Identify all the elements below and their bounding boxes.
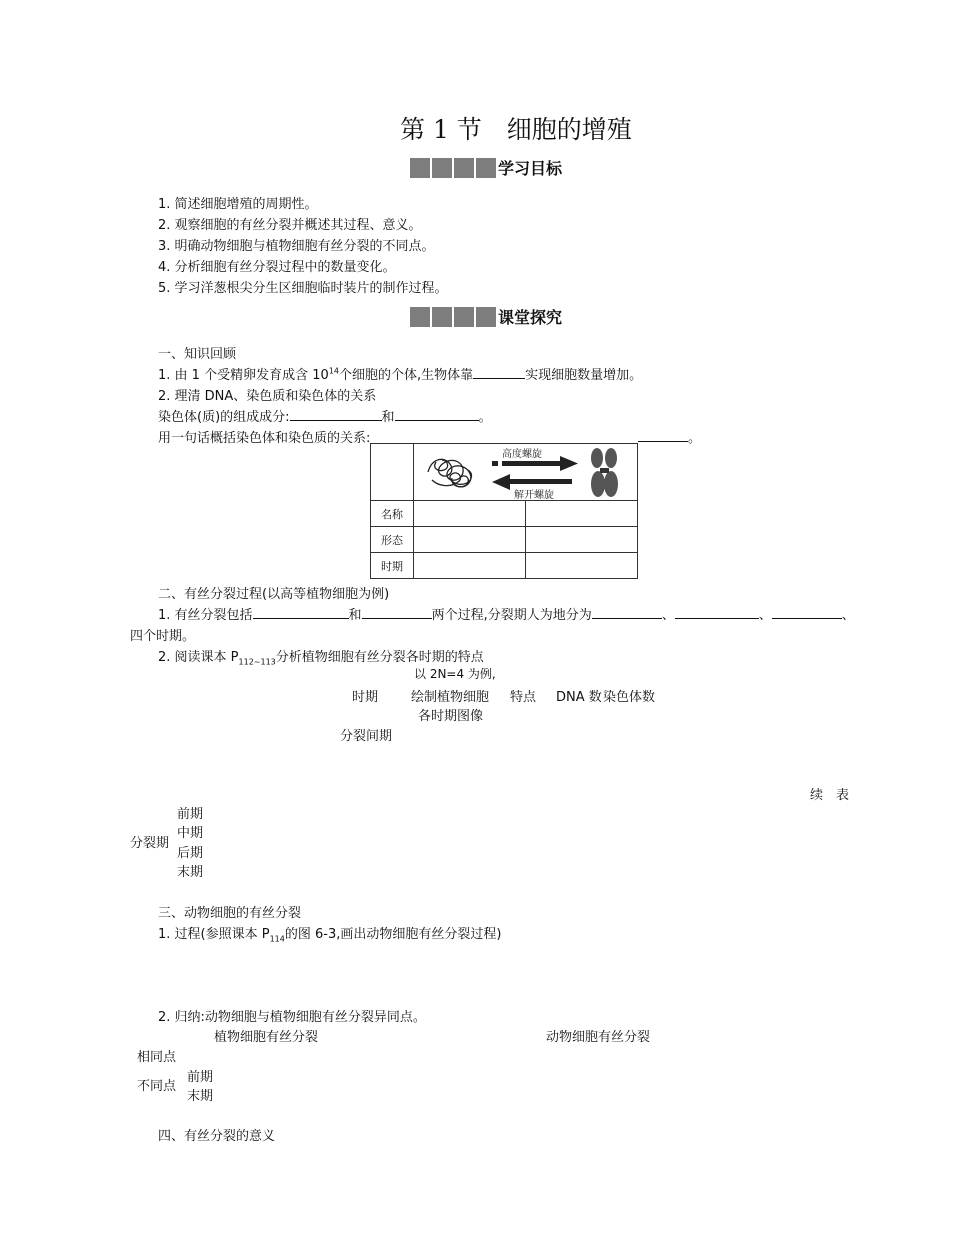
q2b-end-text: 。: [688, 431, 702, 446]
chromatin-icon: [428, 459, 471, 487]
arrow-icon: [492, 456, 578, 490]
part2-q2: [158, 646, 484, 667]
column-header-image-line2: 各时期图像: [418, 709, 484, 724]
q2-text: 分析植物细胞有丝分裂各时期的特点: [275, 650, 484, 665]
fill-blank[interactable]: [638, 427, 688, 442]
part1-heading: 一、知识回顾: [158, 347, 237, 362]
fill-blank[interactable]: [772, 604, 842, 619]
part1-q2: 2. 理清 DNA、染色质和染色体的关系: [158, 389, 377, 404]
q1-text: 、: [841, 608, 855, 623]
objective-item: 4. 分析细胞有丝分裂过程中的数量变化。: [158, 260, 396, 275]
answer-cell[interactable]: [414, 527, 526, 553]
q1-text: 1. 过程(参照课本 P: [158, 927, 270, 942]
q1-text: 、: [661, 608, 675, 623]
part3-q1: [158, 923, 501, 944]
part2-heading: 二、有丝分裂过程(以高等植物细胞为例): [158, 587, 390, 602]
chromatin-diagram-cell: [414, 444, 638, 501]
q2a-text: 。: [478, 410, 492, 425]
row-interphase: 分裂间期: [340, 729, 393, 744]
answer-cell[interactable]: [414, 501, 526, 527]
part4-heading: 四、有丝分裂的意义: [158, 1129, 276, 1144]
q1-text: 、: [758, 608, 772, 623]
diagram-label-top: 高度螺旋: [502, 449, 543, 460]
part1-q2b: 用一句话概括染色体和染色质的关系:: [158, 431, 371, 446]
objective-item: 1. 简述细胞增殖的周期性。: [158, 197, 318, 212]
section-bar-icon: [410, 307, 496, 327]
part1-q2a: [158, 406, 492, 425]
part2-q1: [158, 604, 855, 623]
column-header-dna: DNA 数: [556, 690, 602, 705]
table-note: 以 2N=4 为例,: [414, 667, 496, 681]
row-diff: 不同点: [137, 1079, 177, 1094]
section-header-objectives: [410, 156, 562, 179]
row-label: 时期: [371, 553, 414, 579]
section-label: 课堂探究: [498, 308, 563, 327]
answer-cell[interactable]: [414, 553, 526, 579]
section-header-exploration: [410, 305, 562, 328]
chromatin-condensation-diagram: [414, 444, 636, 500]
table-corner: [371, 444, 414, 501]
part3-q2: 2. 归纳:动物细胞与植物细胞有丝分裂异同点。: [158, 1010, 426, 1025]
q1-text: 和: [348, 608, 362, 623]
q2-subscript: 112~113: [238, 657, 276, 667]
q1-text: 两个过程,分裂期人为地分为: [431, 608, 592, 623]
diagram-label-bottom: 解开螺旋: [514, 490, 555, 500]
objective-item: 2. 观察细胞的有丝分裂并概述其过程、意义。: [158, 218, 422, 233]
section-bar-icon: [410, 158, 496, 178]
row-division: 分裂期: [130, 836, 170, 851]
diff-phase-label: 末期: [187, 1089, 214, 1104]
q1-text: 实现细胞数量增加。: [525, 368, 643, 383]
phase-label: 前期: [177, 807, 204, 822]
fill-blank[interactable]: [395, 406, 479, 421]
column-header-animal: 动物细胞有丝分裂: [546, 1030, 651, 1045]
objective-item: 5. 学习洋葱根尖分生区细胞临时装片的制作过程。: [158, 281, 448, 296]
answer-cell[interactable]: [526, 527, 638, 553]
row-label: 形态: [371, 527, 414, 553]
phase-label: 末期: [177, 865, 204, 880]
chromosome-icon: [591, 448, 618, 497]
part2-q1-cont: 四个时期。: [130, 629, 196, 644]
q1-subscript: 114: [269, 934, 285, 944]
continued-label: 续 表: [810, 788, 850, 803]
q2a-text: 染色体(质)的组成成分:: [158, 410, 290, 425]
row-same: 相同点: [137, 1050, 177, 1065]
part3-heading: 三、动物细胞的有丝分裂: [158, 906, 302, 921]
q1-exponent: 14: [328, 366, 339, 376]
column-header-image: 绘制植物细胞: [411, 690, 490, 705]
column-header-chromosome: 染色体数: [603, 690, 656, 705]
q2-text: 2. 阅读课本 P: [158, 650, 239, 665]
diff-phase-label: 前期: [187, 1070, 214, 1085]
column-header-period: 时期: [352, 690, 379, 705]
column-header-feature: 特点: [510, 690, 537, 705]
fill-blank[interactable]: [253, 604, 349, 619]
answer-cell[interactable]: [526, 553, 638, 579]
fill-blank[interactable]: [362, 604, 432, 619]
q2a-text: 和: [381, 410, 395, 425]
objective-item: 3. 明确动物细胞与植物细胞有丝分裂的不同点。: [158, 239, 435, 254]
section-label: 学习目标: [498, 159, 563, 178]
phase-label: 后期: [177, 846, 204, 861]
q1-text: 个细胞的个体,生物体靠: [338, 368, 474, 383]
fill-blank[interactable]: [290, 406, 382, 421]
fill-blank[interactable]: [675, 604, 759, 619]
row-label: 名称: [371, 501, 414, 527]
q1-text: 的图 6-3,画出动物细胞有丝分裂过程): [284, 927, 502, 942]
column-header-plant: 植物细胞有丝分裂: [214, 1030, 319, 1045]
page-title: 第 1 节 细胞的增殖: [400, 115, 632, 144]
q1-text: 1. 由 1 个受精卵发育成含 10: [158, 368, 329, 383]
fill-blank[interactable]: [473, 364, 525, 379]
fill-blank[interactable]: [592, 604, 662, 619]
part1-q1: [158, 364, 642, 383]
chromatin-table: [370, 443, 638, 579]
answer-cell[interactable]: [526, 501, 638, 527]
part1-q2b-end: [638, 427, 701, 446]
phase-label: 中期: [177, 826, 204, 841]
q1-text: 1. 有丝分裂包括: [158, 608, 253, 623]
